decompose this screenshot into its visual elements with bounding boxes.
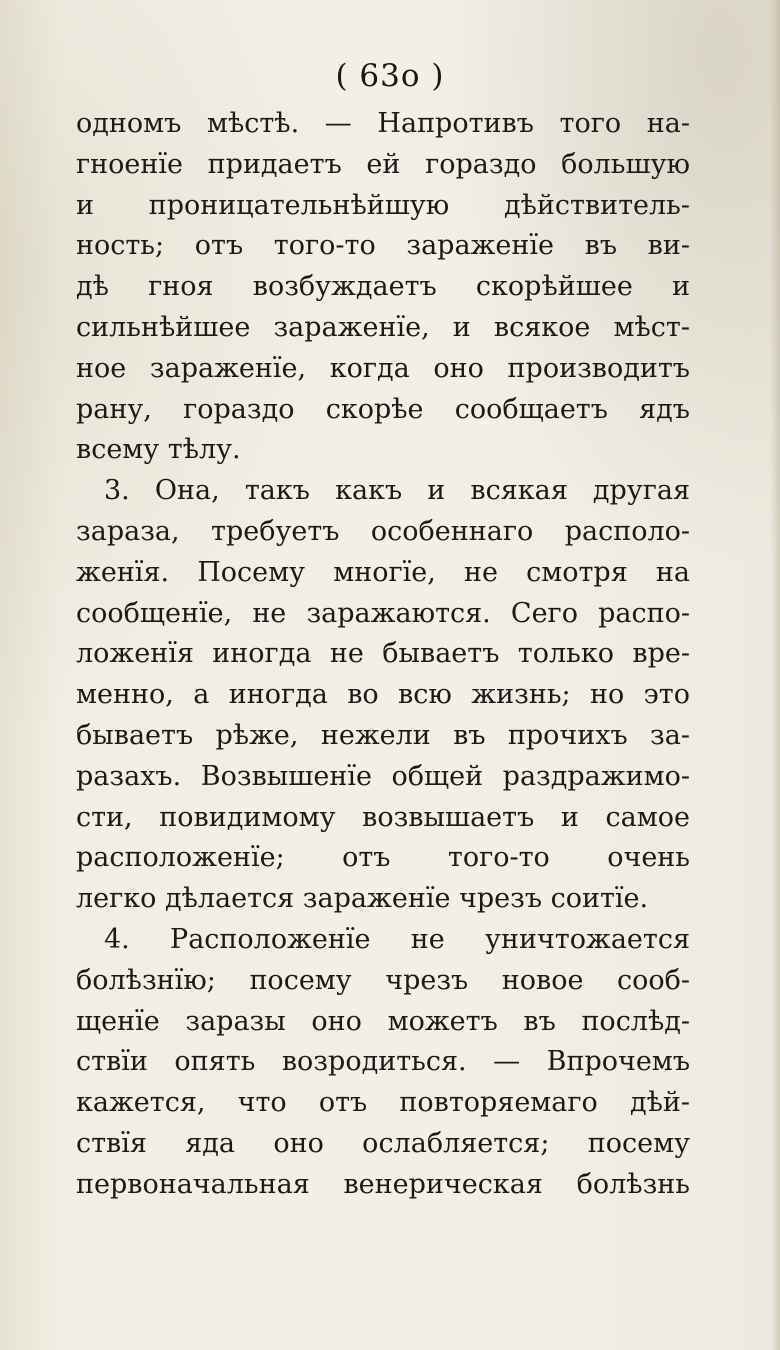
text-line: 4. Расположенїе не уничтожается	[104, 923, 690, 955]
text-line: женїя. Посему многїе, не смотря на	[76, 556, 690, 588]
text-line: дѣ гноя возбуждаетъ скорѣйшее и	[76, 271, 690, 303]
text-line: ствїя яда оно ослабляется; посему	[76, 1127, 690, 1159]
text-line: разахъ. Возвышенїе общей раздражимо-	[76, 760, 690, 792]
text-line: менно, а иногда во всю жизнь; но это	[76, 679, 690, 711]
text-line: первоначальная венерическая болѣзнь	[76, 1168, 690, 1200]
text-line: ствїи опять возродиться. — Впрочемъ	[76, 1046, 690, 1078]
text-line: сти, повидимому возвышаетъ и самое	[76, 801, 690, 833]
text-line: гноенїе придаетъ ей гораздо большую	[76, 148, 690, 180]
body-text	[76, 104, 690, 1206]
text-line: легко дѣлается зараженїе чрезъ соитїе.	[76, 883, 649, 915]
text-line: 3. Она, такъ какъ и всякая другая	[104, 475, 690, 507]
text-line: ложенїя иногда не бываетъ только вре-	[76, 638, 690, 670]
text-line: сообщенїе, не заражаются. Сего распо-	[76, 597, 690, 629]
text-line: расположенїе; отъ того-то очень	[76, 842, 690, 874]
text-line: бываетъ рѣже, нежели въ прочихъ за-	[76, 719, 690, 751]
text-line: одномъ мѣстѣ. — Напротивъ того на-	[76, 108, 690, 139]
text-line: сильнѣйшее зараженїе, и всякое мѣст-	[76, 311, 690, 343]
page-edge-shadow	[770, 0, 780, 1350]
text-line: ное зараженїе, когда оно производитъ	[76, 352, 690, 384]
text-line: рану, гораздо скорѣе сообщаетъ ядъ	[76, 393, 690, 425]
text-line: кажется, что отъ повторяемаго дѣй-	[76, 1087, 690, 1119]
text-line: щенїе заразы оно можетъ въ послѣд-	[76, 1005, 690, 1037]
text-line: зараза, требуетъ особеннаго располо-	[76, 515, 690, 547]
page-number: ( 63о )	[335, 58, 445, 94]
text-line: всему тѣлу.	[76, 434, 241, 466]
text-line: и проницательнѣйшую дѣйствитель-	[76, 189, 690, 221]
text-line: ность; отъ того-то зараженїе въ ви-	[76, 230, 690, 262]
text-line: болѣзнїю; посему чрезъ новое сооб-	[76, 964, 690, 996]
